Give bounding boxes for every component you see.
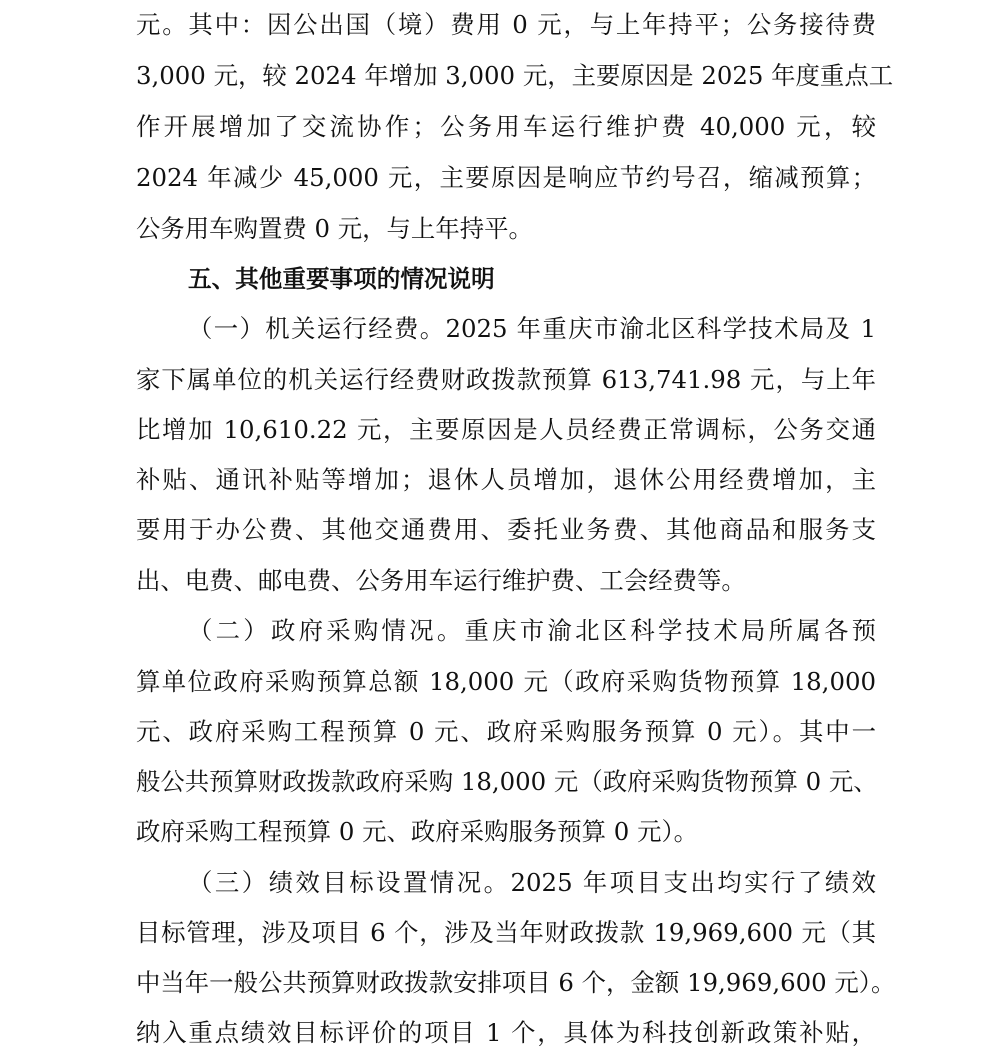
- text-line: 元、政府采购工程预算 0 元、政府采购服务预算 0 元）。其中一: [136, 717, 876, 746]
- text-line: （二）政府采购情况。重庆市渝北区科学技术局所属各预: [188, 616, 876, 645]
- text-line: 作开展增加了交流协作；公务用车运行维护费 40,000 元，较: [136, 112, 876, 141]
- text-line: 算单位政府采购预算总额 18,000 元（政府采购货物预算 18,000: [136, 667, 876, 696]
- text-line: 家下属单位的机关运行经费财政拨款预算 613,741.98 元，与上年: [136, 365, 876, 394]
- text-line: 目标管理，涉及项目 6 个，涉及当年财政拨款 19,969,600 元（其: [136, 918, 876, 947]
- text-line: 元。其中：因公出国（境）费用 0 元，与上年持平；公务接待费: [136, 10, 876, 39]
- text-line: 纳入重点绩效目标评价的项目 1 个，具体为科技创新政策补贴，: [136, 1018, 876, 1047]
- text-line: 2024 年减少 45,000 元，主要原因是响应节约号召，缩减预算；: [136, 163, 876, 192]
- text-line: 出、电费、邮电费、公务用车运行维护费、工会经费等。: [136, 566, 746, 595]
- text-line: 政府采购工程预算 0 元、政府采购服务预算 0 元）。: [136, 817, 699, 846]
- text-line: （一）机关运行经费。2025 年重庆市渝北区科学技术局及 1: [188, 314, 876, 343]
- text-line: 要用于办公费、其他交通费用、委托业务费、其他商品和服务支: [136, 515, 876, 544]
- text-line: 补贴、通讯补贴等增加；退休人员增加，退休公用经费增加，主: [136, 465, 876, 494]
- text-line: （三）绩效目标设置情况。2025 年项目支出均实行了绩效: [188, 868, 876, 897]
- text-line: 3,000 元，较 2024 年增加 3,000 元，主要原因是 2025 年度重点工: [136, 61, 894, 90]
- text-line: 比增加 10,610.22 元，主要原因是人员经费正常调标，公务交通: [136, 415, 876, 444]
- section-heading: 五、其他重要事项的情况说明: [188, 265, 495, 293]
- text-line: 公务用车购置费 0 元，与上年持平。: [136, 214, 533, 243]
- text-line: 般公共预算财政拨款政府采购 18,000 元（政府采购货物预算 0 元、: [136, 767, 878, 796]
- text-line: 中当年一般公共预算财政拨款安排项目 6 个，金额 19,969,600 元）。: [136, 968, 896, 997]
